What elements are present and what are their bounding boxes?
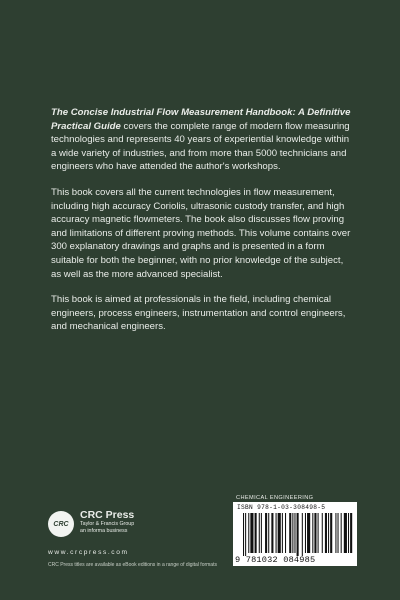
barcode-bar <box>318 513 319 553</box>
barcode-bar <box>292 513 293 553</box>
barcode-bar <box>305 513 306 553</box>
publisher-group: Taylor & Francis Group <box>80 521 135 527</box>
barcode-panel <box>233 502 357 566</box>
barcode-bar <box>348 513 349 553</box>
blurb-paragraph-3: This book is aimed at professionals in the field, including chemical engineers, process engineers, instrumentation and control engineers, and mechanical engineers. <box>51 294 346 333</box>
barcode-bar <box>350 513 352 553</box>
crc-logo-icon: CRC <box>48 511 74 537</box>
barcode-bar <box>325 513 327 553</box>
barcode-bar <box>271 513 273 553</box>
barcode-bar <box>344 513 347 553</box>
barcode-bar <box>314 513 316 553</box>
subject-category: CHEMICAL ENGINEERING <box>236 495 314 501</box>
barcode-bar <box>330 513 332 553</box>
barcode-bar <box>322 513 323 553</box>
barcode-bar <box>261 513 262 553</box>
barcode-digits: 9 781032 084985 <box>235 555 316 565</box>
publisher-tagline: an informa business <box>80 528 128 534</box>
publisher-url[interactable]: www.crcpress.com <box>48 549 129 556</box>
barcode-bar <box>268 513 269 553</box>
barcode-bar <box>294 513 295 553</box>
barcode-bar <box>265 513 267 553</box>
barcode-bar <box>245 513 246 556</box>
back-cover-blurb <box>51 106 351 346</box>
barcode-bar <box>282 513 283 553</box>
blurb-paragraph-1 <box>51 106 351 174</box>
blurb-paragraph-2: This book covers all the current technologies in flow measurement, including high accuracy Coriolis, ultrasonic custody transfer, and high accuracy magnetic flowmeters. The book also discusses flow proving and limitations of different proving methods. This volume contains over 300 explanatory drawings and graphs and is presented in a form suitable for both the beginner, with no prior knowledge of the subject, as well as the more advanced specialist. <box>51 186 351 280</box>
barcode-bar <box>278 513 281 553</box>
barcode-bar <box>248 513 249 553</box>
publisher-block <box>48 509 134 537</box>
barcode-bar <box>250 513 253 553</box>
ebook-note: CRC Press titles are available as eBook editions in a range of digital formats <box>48 562 217 568</box>
barcode-bar <box>335 513 336 553</box>
barcode-bar <box>297 513 299 556</box>
isbn-number: ISBN 978-1-03-308498-5 <box>237 504 326 511</box>
barcode-bar <box>285 513 286 553</box>
barcode-bar <box>338 513 339 553</box>
barcode-bar <box>255 513 257 553</box>
barcode-bar <box>302 513 303 556</box>
blurb-paragraph-1-text: covers the complete range of modern flow measuring technologies and represents 40 years of experiential knowledge within a wide variety of industries, and from more than 5000 technicians and engineers who have attended the author's workshops. <box>51 120 350 173</box>
barcode-bar <box>307 513 310 553</box>
barcode-bar <box>312 513 313 553</box>
barcode-bar <box>289 513 291 553</box>
barcode-bar <box>276 513 277 553</box>
barcode-bar <box>259 513 260 553</box>
barcode-bar <box>341 513 342 553</box>
barcode-bar <box>328 513 329 553</box>
barcode-bar <box>243 513 244 556</box>
publisher-name: CRC Press <box>80 509 135 521</box>
book-title: The Concise Industrial Flow Measurement Handbook: A Definitive Practical Guide <box>51 107 351 132</box>
